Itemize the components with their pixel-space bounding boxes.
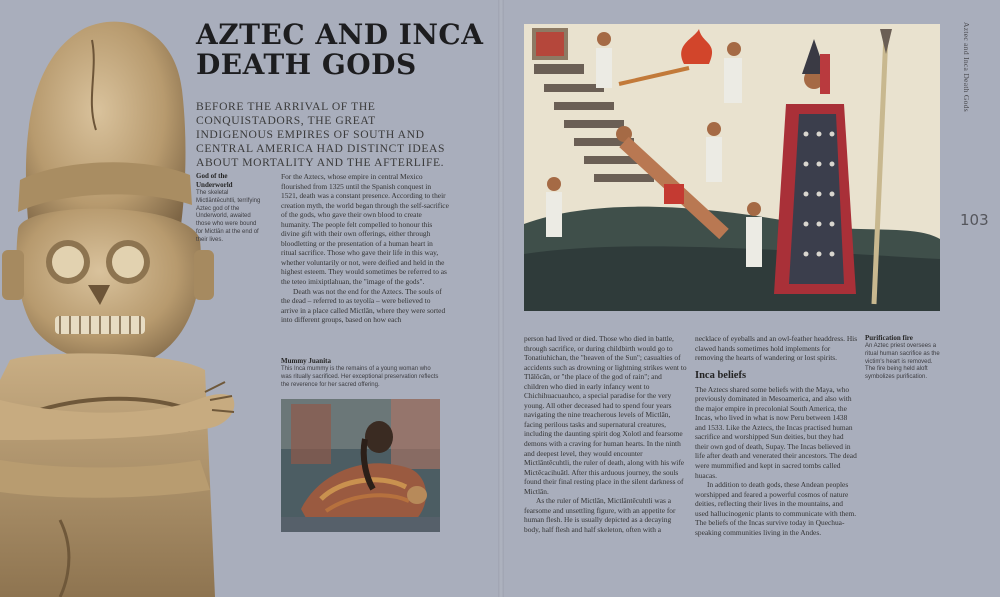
paragraph: As the ruler of Mictlān, Mictlāntēcuhtli was a fearsome and unsettling figure, with an appetite for human flesh. He is usually depicted as a decaying body, half flesh and half skeleton, often with a (524, 496, 676, 534)
caption-mummy-juanita (281, 357, 441, 389)
paragraph: For the Aztecs, whose empire in central Mexico flourished from 1325 until the Spanish conquest in 1521, death was a constant presence. According to their creation myth, the world began through the self-sacrifice of the gods, who gave their own blood to create humanity. The people felt compelled to honour this divine gift with their own offerings, either through bloodletting or the presentation of a human heart in ritual sacrifice. Those who gave their life in this way, whether voluntarily or not, were deified and held in the highest esteem. They would sometimes be referred to as the teteo imixiptlahuan, the "image of the gods". (281, 172, 449, 287)
paragraph: Death was not the end for the Aztecs. The souls of the dead – referred to as teyolía – were believed to arrive in a place called Mictlān, where they were sorted into different groups, based on how each (281, 286, 446, 325)
caption-god-of-underworld (196, 172, 264, 245)
caption-title: Mummy Juanita (281, 357, 331, 365)
section-heading-inca-beliefs: Inca beliefs (695, 369, 747, 381)
aztec-sacrifice-codex-image (524, 24, 940, 311)
body-column-1 (281, 172, 449, 325)
page-number: 103 (960, 211, 989, 229)
running-head-text: Aztec and Inca Death Gods (962, 22, 971, 112)
book-gutter (498, 0, 504, 597)
intro-deck: BEFORE THE ARRIVAL OF THE CONQUISTADORS, THE GREAT INDIGENOUS EMPIRES OF SOUTH AND CENTRAL AMERICA HAD DISTINCT IDEAS ABOUT MORTALITY AND THE AFTERLIFE. (196, 100, 446, 169)
statue-illustration (0, 0, 250, 597)
running-head (958, 22, 978, 142)
body-column-3 (695, 334, 858, 537)
caption-text: The skeletal Mictlāntēcuhtli, terrifying Aztec god of the Underworld, awaited those who were bound for Mictlān at the end of their lives. (196, 190, 261, 243)
paragraph: In addition to death gods, these Andean peoples worshipped and feared a powerful cosmos of nature deities, reflecting their lives in the mountains, and used hallucinogenic plants to communicate with them. The beliefs of the Incas survive today in Quechua-speaking communities living in the Andes. (695, 480, 857, 537)
paragraph: necklace of eyeballs and an owl-feather headdress. His clawed hands sometimes hold implements for removing the hearts of wandering or lost spirits. (695, 334, 858, 363)
caption-purification-fire (865, 334, 941, 382)
caption-text: This Inca mummy is the remains of a young woman who was ritually sacrificed. Her exceptional preservation reflects the reverence for her sacred offering. (281, 366, 439, 388)
mummy-juanita-photo (281, 399, 440, 532)
body-column-2 (524, 334, 687, 534)
caption-title: God of the Underworld (196, 172, 233, 189)
paragraph: The Aztecs shared some beliefs with the Maya, who previously dominated in Mesoamerica, and also with the major empire in precolonial South America, the Incas, who lived in what is now Peru between 1438 and 1533. Like the Aztecs, the Incas practised human sacrifice and worshipped Sun deities, but they had their own god of death, Supay. The Incas believed in life after death and venerated their ancestors. The dead were mummified and kept in sacred tombs called huacas. (695, 384, 857, 480)
caption-text: An Aztec priest oversees a ritual human sacrifice as the victim's heart is removed. The fire being held aloft symbolizes purification. (865, 343, 940, 381)
page-title: AZTEC AND INCA DEATH GODS (196, 18, 484, 81)
paragraph: person had lived or died. Those who died in battle, through sacrifice, or during childbirth would go to Tonatiuhichan, the "heaven of the Sun"; casualties of accidents such as drowning or lightning strikes went to Tlālōcān, or "the place of the god of rain"; and children who died in early infancy went to Chichihuacuauhco, a special paradise for the very young. All other deceased had to spend four years navigating the nine treacherous levels of Mictlān, facing perilous tasks and supernatural creatures, including the daunting spirit dog Xolotl and fearsome demons with a craving for human hearts. In the ninth and deepest level, they would encounter Mictlāntēcuhtli, the ruler of death, along with his wife Mictēcacihuātl. After this arduous journey, the souls found their final resting place in the silent darkness of Mictlān. (524, 334, 687, 496)
caption-title: Purification fire (865, 334, 913, 342)
